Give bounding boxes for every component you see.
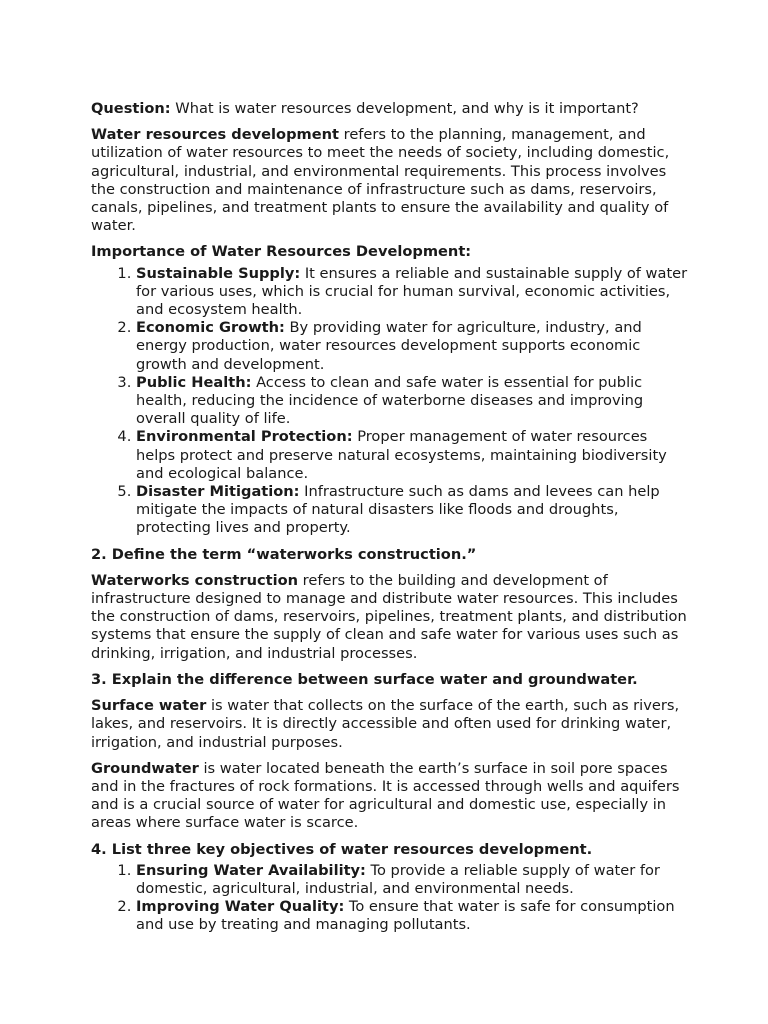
list-item — [136, 374, 691, 429]
q2-heading: 2. Define the term “waterworks construction.” — [91, 545, 477, 563]
surface-water-text: is water that collects on the surface of the earth, such as rivers, lakes, and reservoirs. It is directly accessible and often used for drinking water, irrigation, and industrial purposes. — [91, 697, 680, 751]
item-term: Improving Water Quality: — [136, 898, 345, 916]
document-page — [91, 100, 691, 943]
list-item — [136, 265, 691, 320]
item-text: Infrastructure such as dams and levees can help mitigate the impacts of natural disasters like floods and droughts, protecting lives and property. — [136, 483, 660, 537]
q3-heading: 3. Explain the difference between surface water and groundwater. — [91, 670, 638, 688]
question-label: Question: — [91, 100, 171, 117]
intro-paragraph — [91, 126, 691, 235]
question-line — [91, 100, 691, 118]
item-term: Sustainable Supply: — [136, 264, 301, 282]
importance-list — [91, 265, 691, 538]
intro-text: refers to the planning, management, and utilization of water resources to meet the needs of society, including domestic, agricultural, industrial, and environmental requirements. This process involves the construction and maintenance of infrastructure such as dams, reservoirs, canals, pipelines, and treatment plants to ensure the availability and quality of water. — [91, 126, 670, 235]
item-term: Ensuring Water Availability: — [136, 861, 366, 879]
item-text: It ensures a reliable and sustainable supply of water for various uses, which is crucial for human survival, economic activities, and ecosystem health. — [136, 264, 688, 319]
groundwater-term: Groundwater — [91, 759, 199, 777]
list-item — [136, 428, 691, 483]
surface-water-paragraph — [91, 697, 691, 752]
list-item — [136, 483, 691, 538]
item-text: To ensure that water is safe for consumption and use by treating and managing pollutants. — [136, 898, 675, 934]
q2-text: refers to the building and development of infrastructure designed to manage and distribute water resources. This includes the construction of dams, reservoirs, pipelines, treatment plants, and distribution systems that ensure the supply of clean and safe water for various uses such as drinking, irrigation, and industrial processes. — [91, 571, 687, 662]
question-text: What is water resources development, and why is it important? — [170, 100, 639, 117]
q4-heading: 4. List three key objectives of water resources development. — [91, 840, 593, 858]
item-text: Access to clean and safe water is essential for public health, reducing the incidence of waterborne diseases and improving overall quality of life. — [136, 373, 644, 428]
importance-heading: Importance of Water Resources Development: — [91, 243, 472, 261]
q2-paragraph — [91, 572, 691, 663]
item-term: Disaster Mitigation: — [136, 483, 300, 501]
groundwater-text: is water located beneath the earth’s surface in soil pore spaces and in the fractures of rock formations. It is accessed through wells and aquifers and is a crucial source of water for agricultural and domestic use, especially in areas where surface water is scarce. — [91, 759, 680, 832]
surface-water-term: Surface water — [91, 697, 207, 715]
objectives-list — [91, 862, 691, 935]
list-item — [136, 862, 691, 898]
item-term: Public Health: — [136, 373, 252, 391]
intro-term: Water resources development — [91, 126, 339, 144]
item-text: By providing water for agriculture, industry, and energy production, water resources development supports economic growth and development. — [136, 319, 642, 373]
item-text: Proper management of water resources helps protect and preserve natural ecosystems, maintaining biodiversity and ecological balance. — [136, 428, 667, 482]
item-term: Economic Growth: — [136, 319, 285, 337]
item-text: To provide a reliable supply of water for domestic, agricultural, industrial, and environmental needs. — [136, 861, 660, 897]
groundwater-paragraph — [91, 760, 691, 833]
list-item — [136, 898, 691, 934]
q2-term: Waterworks construction — [91, 571, 299, 589]
item-term: Environmental Protection: — [136, 428, 353, 446]
list-item — [136, 319, 691, 374]
